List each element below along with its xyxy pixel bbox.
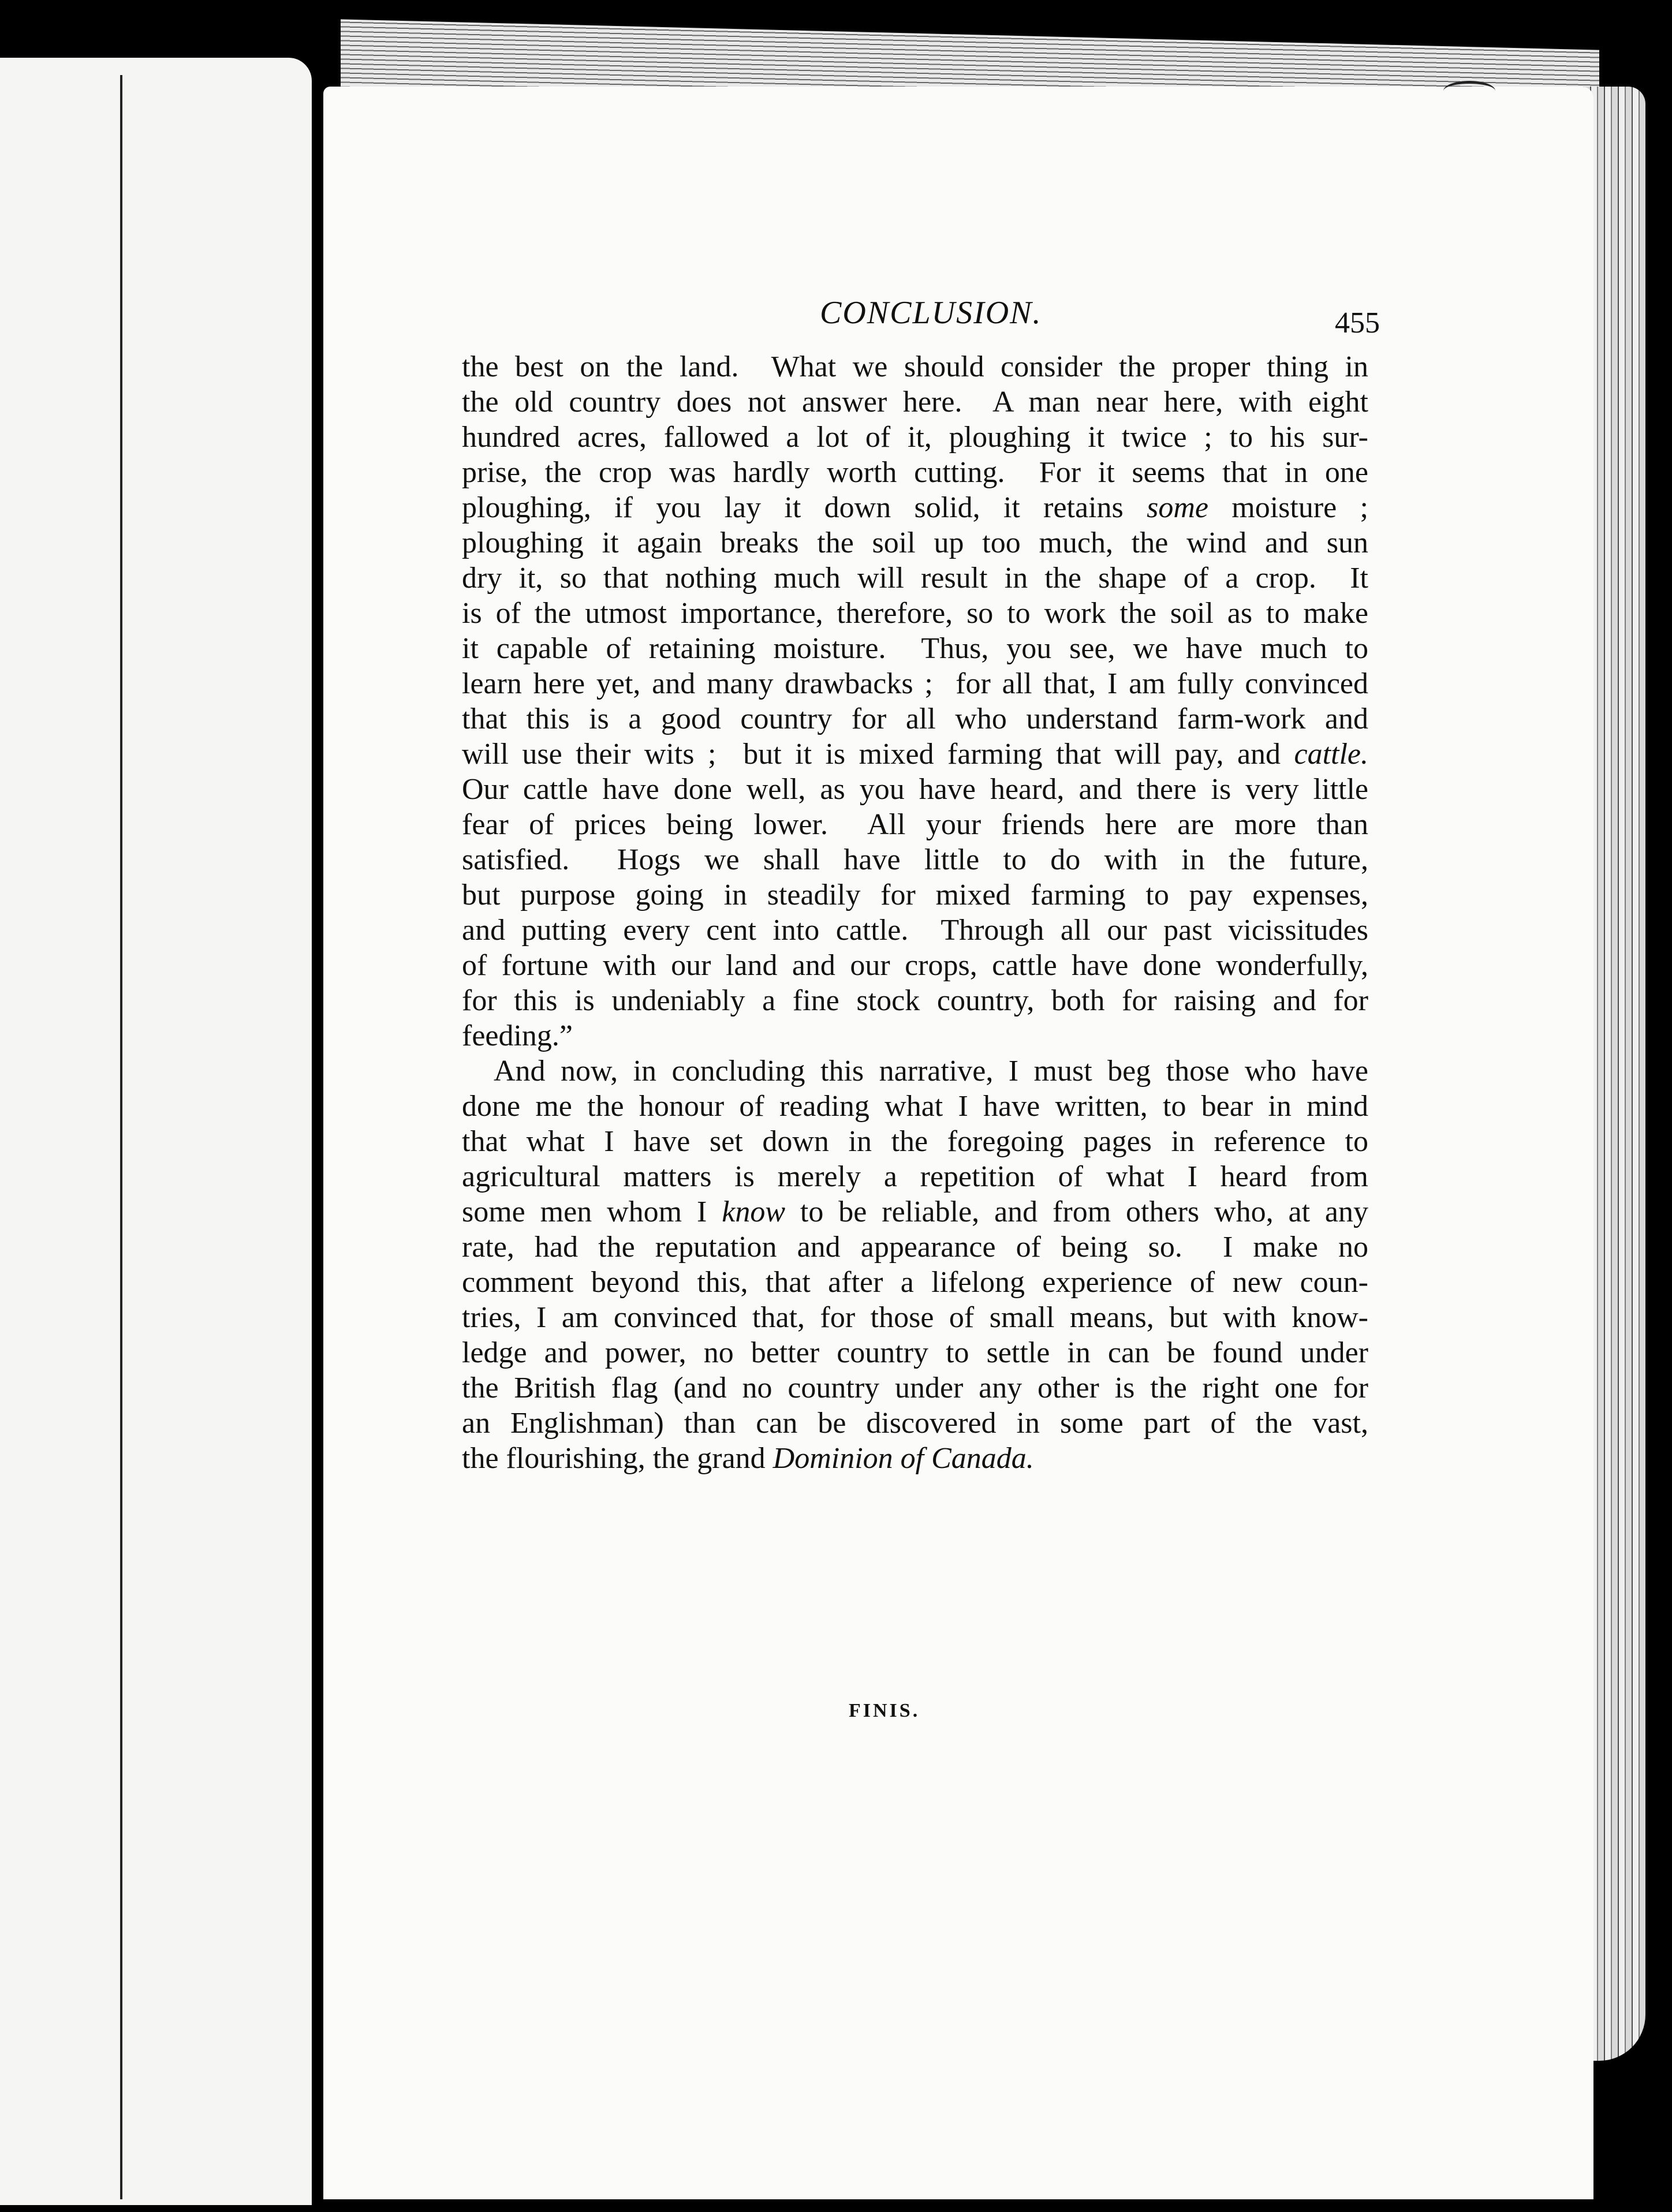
text-line — [462, 1265, 1368, 1300]
text-line — [462, 877, 1368, 913]
text-segment: of fortune with our land and our crops, cattle have done wonderfully, — [462, 949, 1368, 982]
text-line — [462, 1370, 1368, 1406]
finis-label: FINIS. — [849, 1700, 920, 1721]
text-line — [462, 349, 1368, 384]
text-line — [462, 455, 1368, 490]
text-segment: Our cattle have done well, as you have heard, and there is very little — [462, 773, 1368, 806]
pencil-annotation-mark — [1443, 81, 1495, 101]
text-segment: the old country does not answer here. A man near here, with eight — [462, 386, 1368, 419]
text-segment: fear of prices being lower. All your friends here are more than — [462, 808, 1368, 841]
text-segment: feeding.” — [462, 1019, 573, 1052]
text-line — [462, 983, 1368, 1018]
italic-text: cattle. — [1294, 738, 1368, 771]
text-segment: for this is undeniably a fine stock country, both for raising and for — [462, 984, 1368, 1017]
text-line — [462, 631, 1368, 666]
text-segment: tries, I am convinced that, for those of small means, but with know- — [462, 1301, 1368, 1334]
text-segment: is of the utmost importance, therefore, so to work the soil as to make — [462, 597, 1368, 630]
page-header — [491, 294, 1380, 341]
text-line — [462, 1406, 1368, 1441]
text-line — [462, 1230, 1368, 1265]
italic-text: Dominion of Canada. — [772, 1442, 1034, 1475]
page-gutter-fold — [120, 75, 122, 2199]
paragraph — [462, 349, 1368, 1053]
text-line — [462, 948, 1368, 983]
text-line — [462, 701, 1368, 737]
page-number: 455 — [1335, 307, 1380, 339]
text-segment: but purpose going in steadily for mixed farming to pay expenses, — [462, 879, 1368, 911]
text-line — [462, 1335, 1368, 1370]
text-line — [462, 807, 1368, 842]
paragraph — [462, 1053, 1368, 1476]
text-line — [462, 1053, 1368, 1089]
text-segment: the British flag (and no country under any other is the right one for — [462, 1372, 1368, 1404]
text-segment: and putting every cent into cattle. Through all our past vicissitudes — [462, 914, 1368, 947]
text-segment: to be reliable, and from others who, at any — [785, 1195, 1369, 1228]
italic-text: know — [722, 1195, 786, 1228]
text-segment: And now, in concluding this narrative, I must beg those who have — [494, 1055, 1368, 1088]
text-segment: ploughing it again breaks the soil up too much, the wind and sun — [462, 526, 1368, 559]
text-segment: it capable of retaining moisture. Thus, you see, we have much to — [462, 632, 1368, 665]
text-line — [462, 842, 1368, 877]
text-line — [462, 525, 1368, 561]
text-line — [462, 1441, 1368, 1476]
text-segment: dry it, so that nothing much will result in the shape of a crop. It — [462, 562, 1368, 595]
text-line — [462, 737, 1368, 772]
text-line — [462, 666, 1368, 701]
text-segment: ledge and power, no better country to settle in can be found under — [462, 1336, 1368, 1369]
text-line — [462, 913, 1368, 948]
body-text — [462, 349, 1368, 1476]
text-segment: that this is a good country for all who understand farm-work and — [462, 703, 1368, 735]
text-line — [462, 772, 1368, 807]
text-segment: rate, had the reputation and appearance of being so. I make no — [462, 1231, 1368, 1264]
text-segment: comment beyond this, that after a lifelong experience of new coun- — [462, 1266, 1368, 1299]
italic-text: some — [1147, 491, 1208, 524]
text-segment: that what I have set down in the foregoing pages in reference to — [462, 1125, 1368, 1158]
text-line — [462, 596, 1368, 631]
text-segment: will use their wits ; but it is mixed farming that will pay, and — [462, 738, 1294, 771]
text-line — [462, 1300, 1368, 1335]
text-segment: prise, the crop was hardly worth cutting. For it seems that in one — [462, 456, 1368, 489]
text-line — [462, 384, 1368, 420]
text-segment: ploughing, if you lay it down solid, it retains — [462, 491, 1147, 524]
text-line — [462, 1124, 1368, 1159]
text-segment: moisture ; — [1208, 491, 1368, 524]
text-segment: hundred acres, fallowed a lot of it, ploughing it twice ; to his sur- — [462, 421, 1368, 454]
text-line — [462, 561, 1368, 596]
text-segment: done me the honour of reading what I have written, to bear in mind — [462, 1090, 1368, 1123]
text-line — [462, 1194, 1368, 1230]
text-line — [462, 1089, 1368, 1124]
running-head: CONCLUSION. — [820, 295, 1042, 331]
facing-page — [0, 58, 312, 2205]
text-segment: the flourishing, the grand — [462, 1442, 773, 1475]
text-segment: the best on the land. What we should consider the proper thing in — [462, 350, 1368, 383]
text-segment: satisfied. Hogs we shall have little to do with in the future, — [462, 843, 1368, 876]
text-line — [462, 1018, 1368, 1053]
text-segment: an Englishman) than can be discovered in some part of the vast, — [462, 1407, 1368, 1440]
text-segment: learn here yet, and many drawbacks ; for all that, I am fully convinced — [462, 667, 1368, 700]
text-line — [462, 490, 1368, 525]
text-line — [462, 1159, 1368, 1194]
text-segment: some men whom I — [462, 1195, 722, 1228]
text-line — [462, 420, 1368, 455]
text-segment: agricultural matters is merely a repetition of what I heard from — [462, 1160, 1368, 1193]
